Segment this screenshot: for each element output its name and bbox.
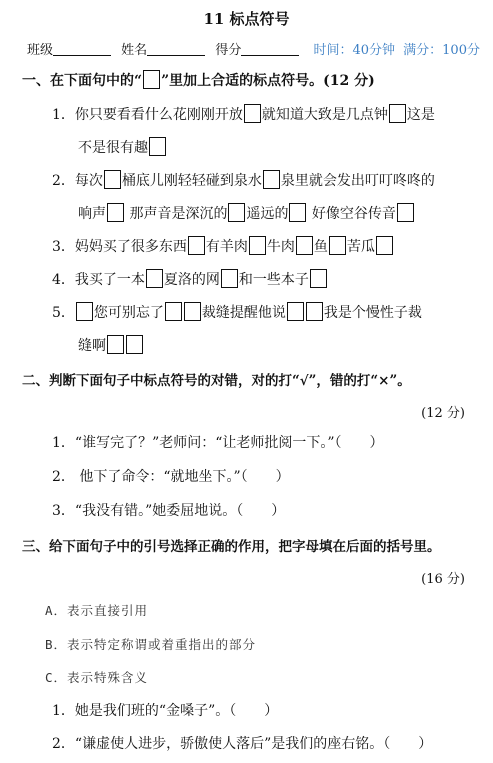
answer-box[interactable] — [165, 302, 182, 321]
answer-box[interactable] — [329, 236, 346, 255]
section1-heading: 一、在下面句中的“ ”里加上合适的标点符号。(12 分) — [22, 70, 375, 92]
answer-box[interactable] — [306, 302, 323, 321]
answer-box[interactable] — [397, 203, 414, 222]
name-blank[interactable] — [147, 42, 205, 56]
option-c: C．表示特殊含义 — [45, 670, 149, 685]
s2-item-2: 2． 他下了命令：“就地坐下。”（ ） — [52, 469, 290, 485]
s1-q2-cont: 响声 那声音是深沉的 遥远的 好像空谷传音 — [78, 203, 415, 225]
answer-box[interactable] — [188, 236, 205, 255]
s3-item-1: 1．她是我们班的“金嗓子”。（ ） — [52, 703, 279, 719]
answer-box[interactable] — [244, 104, 261, 123]
answer-box[interactable] — [221, 269, 238, 288]
s1-q1-cont: 不是很有趣 — [78, 137, 167, 159]
answer-box[interactable] — [76, 302, 93, 321]
s1-q3: 3．妈妈买了很多东西 有羊肉 牛肉 鱼 苦瓜 — [52, 236, 394, 258]
answer-box[interactable] — [228, 203, 245, 222]
answer-box[interactable] — [310, 269, 327, 288]
name-label: 姓名 — [121, 43, 148, 58]
answer-box[interactable] — [107, 335, 124, 354]
section2-score: (12 分) — [421, 406, 465, 421]
answer-box — [143, 70, 160, 89]
answer-box[interactable] — [126, 335, 143, 354]
answer-box[interactable] — [263, 170, 280, 189]
s1-q1: 1．你只要看看什么花刚刚开放 就知道大致是几点钟 这是 — [52, 104, 435, 126]
answer-box[interactable] — [389, 104, 406, 123]
s1-q5: 5． 您可别忘了 裁缝提醒他说 我是个慢性子裁 — [52, 302, 422, 324]
s1-q2: 2．每次 桶底儿刚轻轻碰到泉水 泉里就会发出叮叮咚咚的 — [52, 170, 435, 192]
answer-box[interactable] — [184, 302, 201, 321]
page-title: 11 标点符号 — [203, 10, 290, 28]
full-score: 满分：100分 — [403, 43, 480, 58]
student-info-row — [27, 39, 480, 58]
section2-heading: 二、判断下面句子中标点符号的对错，对的打“√”，错的打“×”。 — [22, 373, 411, 389]
s1-q5-cont: 缝啊 — [78, 335, 144, 357]
score-blank[interactable] — [241, 42, 299, 56]
s2-item-1: 1．“谁写完了？”老师问：“让老师批阅一下。”（ ） — [52, 435, 384, 451]
s1-q4: 4．我买了一本 夏洛的网 和一些本子 — [52, 269, 328, 291]
answer-box[interactable] — [289, 203, 306, 222]
answer-box[interactable] — [249, 236, 266, 255]
class-label: 班级 — [27, 43, 54, 58]
time-limit: 时间：40分钟 — [313, 43, 396, 58]
answer-box[interactable] — [376, 236, 393, 255]
section3-heading: 三、给下面句子中的引号选择正确的作用，把字母填在后面的括号里。 — [22, 539, 441, 555]
answer-box[interactable] — [107, 203, 124, 222]
section3-score: (16 分) — [421, 572, 465, 587]
answer-box[interactable] — [146, 269, 163, 288]
option-b: B．表示特定称谓或着重指出的部分 — [45, 637, 257, 652]
option-a: A．表示直接引用 — [45, 603, 149, 618]
answer-box[interactable] — [149, 137, 166, 156]
s3-item-2: 2．“谦虚使人进步，骄傲使人落后”是我们的座右铭。（ ） — [52, 736, 433, 752]
answer-box[interactable] — [287, 302, 304, 321]
class-blank[interactable] — [53, 42, 111, 56]
s2-item-3: 3．“我没有错。”她委屈地说。（ ） — [52, 503, 286, 519]
score-label: 得分 — [215, 43, 242, 58]
answer-box[interactable] — [104, 170, 121, 189]
answer-box[interactable] — [296, 236, 313, 255]
